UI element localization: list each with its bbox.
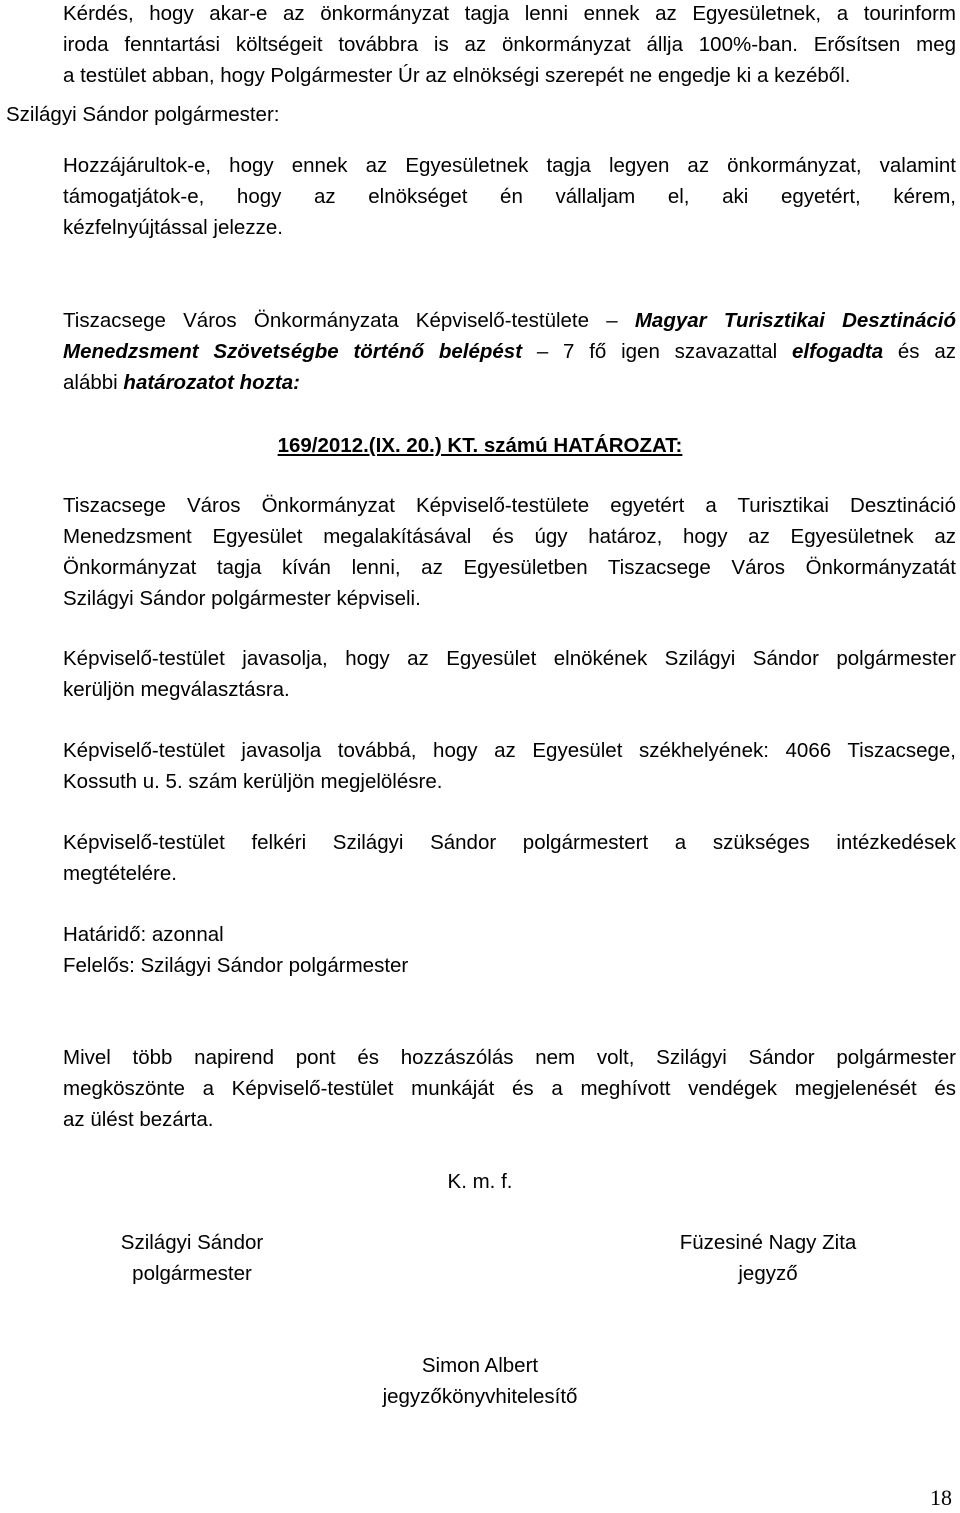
- vote-bold-2: elfogadta: [791, 340, 884, 363]
- signature-notary: [643, 1227, 893, 1289]
- resolution-p1-line-1: Tiszacsege Város Önkormányzat Képviselő-testülete egyetért a Turisztikai Desztináció: [63, 494, 956, 517]
- resolution-p2-line-2: kerüljön megválasztásra.: [63, 678, 290, 701]
- signature-authenticator: [330, 1350, 630, 1412]
- authenticator-name: Simon Albert: [421, 1354, 539, 1377]
- speech-paragraph: [63, 150, 956, 243]
- vote-line-2: [63, 336, 956, 367]
- resolution-p1-line-4: Szilágyi Sándor polgármester képviseli.: [63, 587, 421, 610]
- vote-text-4: alábbi: [63, 371, 124, 394]
- authenticator-title: jegyzőkönyvhitelesítő: [382, 1385, 578, 1408]
- vote-paragraph: [63, 305, 956, 398]
- resolution-paragraph-1: [63, 490, 956, 614]
- resolution-p3-line-1: Képviselő-testület javasolja továbbá, hogy az Egyesület székhelyének: 4066 Tiszacsege,: [63, 739, 956, 762]
- intro-line-2: iroda fenntartási költségeit továbbra is az önkormányzat állja 100%-ban. Erősítsen meg: [63, 33, 956, 56]
- resolution-p3-line-2: Kossuth u. 5. szám kerüljön megjelölésre.: [63, 770, 443, 793]
- resolution-p2-line-1: Képviselő-testület javasolja, hogy az Egyesület elnökének Szilágyi Sándor polgármester: [63, 647, 956, 670]
- closing-paragraph: [63, 1042, 956, 1135]
- notary-title: jegyző: [738, 1262, 798, 1285]
- deadline-text: Határidő: azonnal: [63, 923, 224, 946]
- vote-bold-1b: Menedzsment Szövetségbe történő belépést: [63, 340, 523, 363]
- speaker-label: Szilágyi Sándor polgármester:: [6, 103, 280, 126]
- notary-name: Füzesiné Nagy Zita: [679, 1231, 857, 1254]
- resolution-paragraph-3: [63, 735, 956, 797]
- intro-line-1: Kérdés, hogy akar-e az önkormányzat tagja lenni ennek az Egyesületnek, a tourinform: [63, 2, 956, 25]
- vote-bold-3: határozatot hozta:: [123, 371, 300, 394]
- vote-line-3: [63, 367, 956, 398]
- page-number: 18: [930, 1485, 952, 1510]
- resolution-p1-line-2: Menedzsment Egyesület megalakításával és úgy határoz, hogy az Egyesületnek az: [63, 525, 956, 548]
- closing-line-2: megköszönte a Képviselő-testület munkáját és a meghívott vendégek megjelenését és: [63, 1077, 956, 1100]
- mayor-name: Szilágyi Sándor: [120, 1231, 264, 1254]
- resolution-paragraph-2: [63, 643, 956, 705]
- vote-line-1: [63, 305, 956, 336]
- resolution-paragraph-4: [63, 827, 956, 889]
- resolution-p4-line-2: megtételére.: [63, 862, 177, 885]
- vote-text-3: és az: [883, 340, 956, 363]
- closing-line-3: az ülést bezárta.: [63, 1108, 214, 1131]
- signature-mayor: [92, 1227, 292, 1289]
- vote-text-2: – 7 fő igen szavazattal: [522, 340, 792, 363]
- responsible-text: Felelős: Szilágyi Sándor polgármester: [63, 954, 409, 977]
- mayor-title: polgármester: [132, 1262, 252, 1285]
- resolution-heading: 169/2012.(IX. 20.) KT. számú HATÁROZAT:: [277, 434, 683, 457]
- vote-text-1: Tiszacsege Város Önkormányzata Képviselő-testülete –: [63, 309, 635, 332]
- resolution-meta: [63, 919, 956, 981]
- speech-line-2: támogatjátok-e, hogy az elnökséget én vállaljam el, aki egyetért, kérem,: [63, 185, 956, 208]
- vote-bold-1a: Magyar Turisztikai Desztináció: [634, 309, 956, 332]
- closing-line-1: Mivel több napirend pont és hozzászólás nem volt, Szilágyi Sándor polgármester: [63, 1046, 956, 1069]
- resolution-p4-line-1: Képviselő-testület felkéri Szilágyi Sándor polgármestert a szükséges intézkedések: [63, 831, 956, 854]
- intro-line-3: a testület abban, hogy Polgármester Úr az elnökségi szerepét ne engedje ki a kezéből.: [63, 64, 851, 87]
- speech-line-1: Hozzájárultok-e, hogy ennek az Egyesületnek tagja legyen az önkormányzat, valamint: [63, 154, 956, 177]
- intro-paragraph: [63, 0, 956, 91]
- kmf-text: K. m. f.: [447, 1170, 513, 1193]
- resolution-p1-line-3: Önkormányzat tagja kíván lenni, az Egyesületben Tiszacsege Város Önkormányzatát: [63, 556, 956, 579]
- speech-line-3: kézfelnyújtással jelezze.: [63, 216, 283, 239]
